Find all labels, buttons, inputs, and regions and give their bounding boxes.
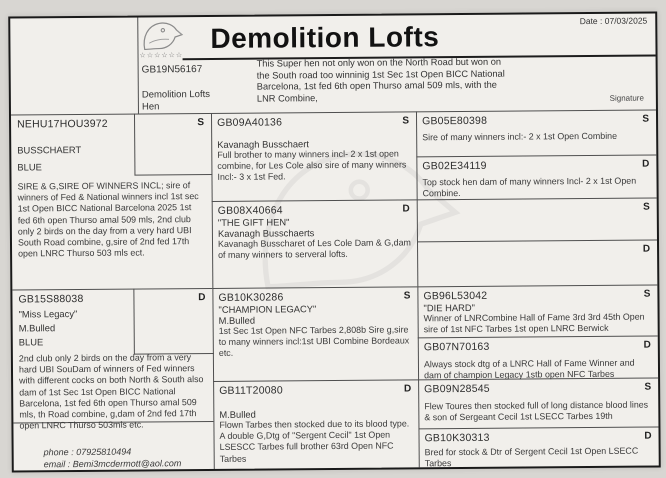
sex-flag: S	[403, 290, 411, 302]
pedigree-box-granddam-1	[212, 199, 418, 288]
ring-number: GB10K30286	[218, 291, 284, 304]
sex-flag: D	[642, 158, 650, 170]
pedigree-box-sire	[11, 113, 212, 290]
sex-flag: S	[402, 115, 410, 127]
ring-number: GB09N28545	[424, 382, 490, 396]
colour-line: BLUE	[17, 161, 42, 173]
pigeon-logo-icon	[138, 20, 184, 52]
name-line: "DIE HARD"	[423, 301, 476, 314]
ring-number: GB05E80398	[422, 114, 488, 128]
colour-line: BLUE	[18, 336, 44, 348]
pedigree-box-ggparent-5	[417, 284, 657, 337]
ring-number: GB09A40136	[217, 116, 283, 129]
pedigree-box-grandsire-2	[212, 286, 418, 381]
performance-text: SIRE & G,SIRE OF WINNERS INCL; sire of winners of Fed & National winners incl 1st sec 1st Open BICC National Barcelona 2025 1st fed 6th open Thurso amal 509 mls, 2nd club only 2 birds on the day from a very hard UBI South Road combine, g,sire of 2nd fed 17th open LNRC Thurso 503 mls ect.	[17, 180, 199, 259]
performance-text: Winner of LNRCombine Hall of Fame 3rd 3rd 45th Open sire of 1st NFC Tarbes 1st open LNRC Berwick	[423, 311, 645, 335]
breeder-line: M.Bulled	[218, 314, 256, 326]
pedigree-box-granddam-2	[213, 379, 419, 469]
pedigree-box-ggparent-7	[418, 377, 658, 428]
breeder-line: M.Bulled	[18, 322, 56, 334]
pedigree-box-ggparent-1	[416, 109, 656, 156]
sex-flag: S	[643, 201, 650, 213]
ring-number: GB02E34119	[422, 159, 487, 173]
name-line: "Miss Legacy"	[18, 308, 78, 320]
subject-sex: Hen	[141, 101, 160, 113]
pedigree-box-ggparent-6	[418, 335, 658, 379]
performance-text: Sire of many winners incl:- 2 x 1st Open Combine	[422, 130, 618, 143]
sex-flag: D	[642, 243, 651, 255]
sex-flag: D	[402, 203, 410, 215]
sex-flag: S	[644, 381, 652, 393]
pedigree-box-grandsire-1	[211, 111, 417, 201]
ring-number: GB07N70163	[423, 340, 490, 354]
pedigree-box-ggparent-2	[416, 154, 656, 199]
pedigree-box-ggparent-4	[417, 239, 657, 286]
sex-flag: S	[197, 117, 205, 129]
name-line: "THE GIFT HEN"	[217, 216, 290, 228]
ring-number: GB11T20080	[219, 384, 283, 397]
subject-loft-name: Demolition Lofts	[141, 88, 211, 101]
pedigree-sheet	[8, 11, 661, 472]
strain-line: Kavanagh Busschaerts	[217, 227, 315, 239]
contact-box	[13, 421, 213, 471]
sex-flag: S	[643, 288, 651, 300]
performance-text: 1st Sec 1st Open NFC Tarbes 2,808b Sire g,sire to many winners incl:1st UBI Combine Bordeaux etc.	[218, 324, 410, 359]
date-label: Date : 07/03/2025	[579, 15, 648, 27]
performance-text: Kavanagh Busscharet of Les Cole Dam & G,dam of many winners to serveral lofts.	[217, 237, 411, 261]
pedigree-box-dam	[12, 288, 213, 431]
performance-text: Bred for stock & Dtr of Sergent Cecil 1st Open LSECC Tarbes	[424, 445, 639, 469]
subject-ring-number: GB19N56167	[141, 64, 203, 76]
breeder-line: M.Bulled	[219, 408, 256, 420]
subject-description: This Super hen not only won on the North Road but won on the South road too winninig 1st Sec 1st Open BICC National Barcelona, 1st fed 6th open Thurso amal 509 mls, with the LNR Combine,	[256, 56, 505, 104]
ring-number: GB08X40664	[217, 204, 283, 217]
strain-line: Kavanagh Busschaert	[217, 138, 310, 150]
performance-text: Flew Toures then stocked full of long distance blood lines & son of Sergeant Cecil 1st LSECC Tarbes 19th	[424, 399, 649, 423]
sex-flag: D	[644, 430, 652, 442]
ring-number: GB96L53042	[423, 289, 488, 303]
pedigree-box-ggparent-8	[418, 426, 658, 467]
performance-text: Always stock dtg of a LNRC Hall of Fame Winner and dam of champion Legacy 1stb open NFC Tarbes	[423, 357, 635, 381]
sex-flag: S	[642, 113, 650, 125]
pedigree-box-ggparent-3	[417, 197, 657, 241]
sex-flag: D	[198, 292, 206, 304]
star-rating-icons: ☆☆☆☆☆☆	[139, 52, 184, 60]
name-line: "CHAMPION LEGACY"	[218, 303, 317, 315]
performance-text: Full brother to many winners incl- 2 x 1st open combine, for Les Cole also sire of many winners Incl:- 3 x 1st Fed.	[217, 148, 407, 183]
sex-flag: D	[643, 339, 651, 351]
strain-line: BUSSCHAERT	[17, 143, 82, 156]
performance-text: 2nd club only 2 birds on the day from a very hard UBI SouDam of winners of Fed winners with different cocks on both North & South also dam of 1st Sec 1st Open BICC National Barcelona, 1st fed 6th open Thurso amal 509 mls, th Road combine, g,dam of 2nd fed 17th open LNRC Thurso 503mls etc.	[18, 352, 204, 431]
performance-text: Flown Tarbes then stocked due to its blood type. A double G,Dtg of "Sergent Cecil" 1st Open LSESCC Tarbes full brother 63rd Open NFC Tarbes	[219, 418, 410, 464]
performance-text: Top stock hen dam of many winners Incl- 2 x 1st Open Combine.	[422, 175, 637, 199]
page-title: Demolition Lofts	[210, 21, 440, 54]
ring-number: GB10K30313	[424, 431, 490, 445]
contact-email: email : Bemi3mcdermott@aol.com	[43, 458, 182, 470]
contact-phone: phone : 07925810494	[43, 446, 132, 458]
ring-number: NEHU17HOU3972	[17, 117, 108, 131]
signature-label: Signature	[609, 93, 644, 103]
ring-number: GB15S88038	[18, 292, 84, 306]
sex-flag: D	[403, 383, 412, 395]
